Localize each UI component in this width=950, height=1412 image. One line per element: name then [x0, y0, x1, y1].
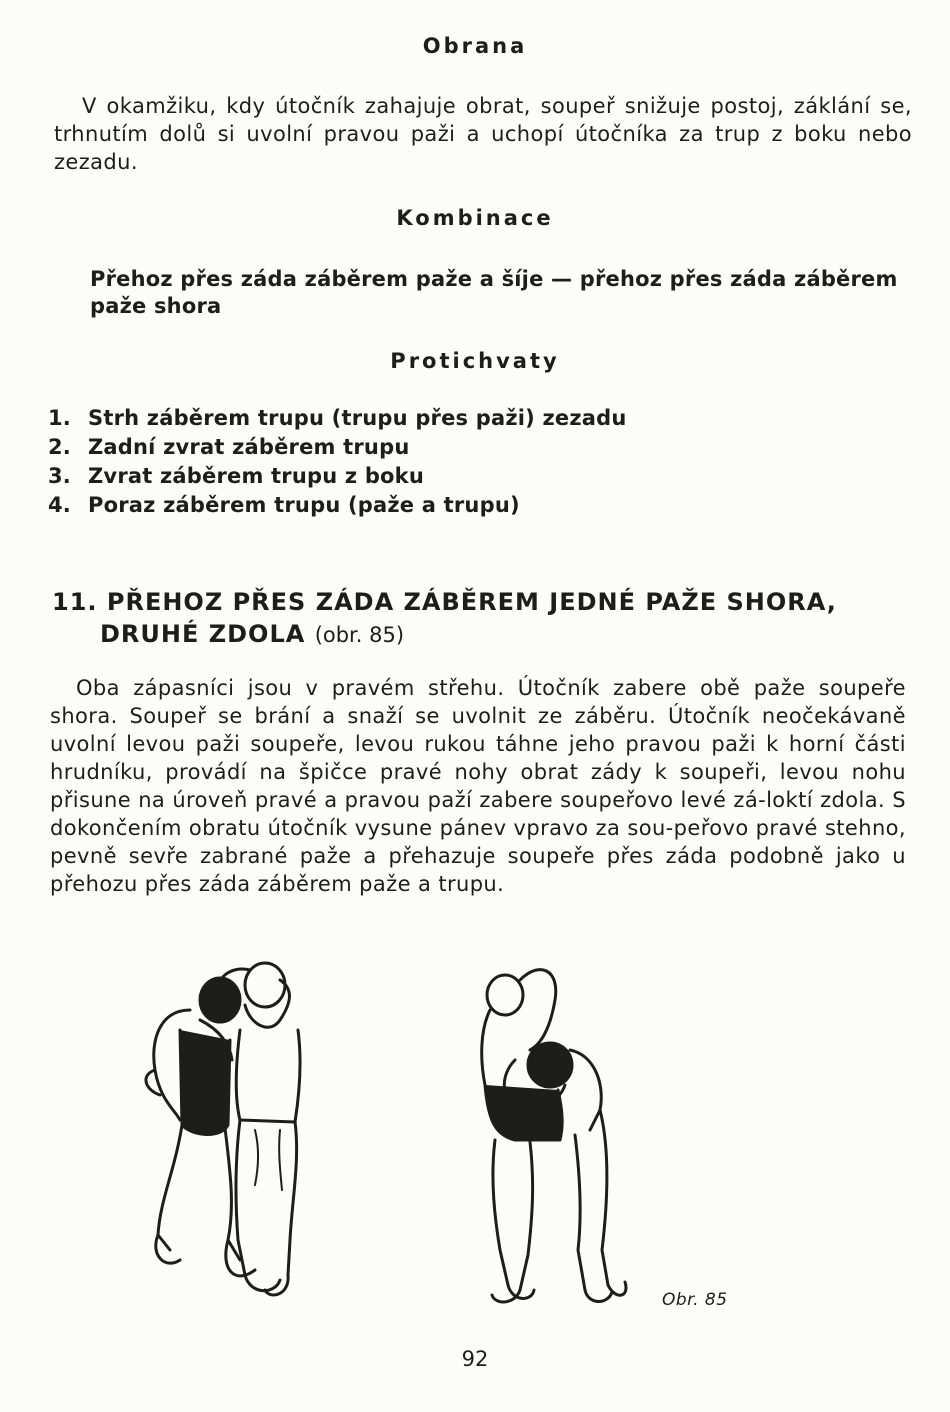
- section-paragraph: Oba zápasníci jsou v pravém střehu. Útočník zabere obě paže soupeře shora. Soupeř se brání a snaží se uvolnit ze záběru. Útočník neočekávaně uvolní levou paži soupeře, levou rukou táhne jeho pravou paži k horní části hrudníku, provádí na špičce pravé nohy obrat zády k soupeři, levou nohu přisune na úroveň pravé a pravou paží zabere soupeřovo levé zá-loktí zdola. S dokončením obratu útočník vysune pánev vpravo za sou-peřovo pravé stehno, pevně sevře zabrané paže a přehazuje soupeře přes záda podobně jako u přehozu přes záda záběrem paže a trupu.: [50, 676, 906, 896]
- list-item-text: Zvrat záběrem trupu z boku: [88, 464, 425, 488]
- list-item-number: 4.: [48, 493, 71, 517]
- section-title-line1: PŘEHOZ PŘES ZÁDA ZÁBĚREM JEDNÉ PAŽE SHORA,: [106, 588, 837, 616]
- list-item-number: 1.: [48, 406, 71, 430]
- figure-reference: (obr. 85): [314, 623, 405, 647]
- kombinace-heading: Kombinace: [396, 206, 554, 230]
- list-item-text: Poraz záběrem trupu (paže a trupu): [88, 493, 520, 517]
- kombinace-text: Přehoz přes záda záběrem paže a šíje — přehoz přes záda záběrem paže shora: [90, 267, 898, 318]
- obrana-paragraph: V okamžiku, kdy útočník zahajuje obrat, soupeř snižuje postoj, záklání se, trhnutím dolů si uvolní pravou paži a uchopí útočníka za trup z boku nebo zezadu.: [54, 94, 912, 174]
- list-item-text: Strh záběrem trupu (trupu přes paži) zezadu: [88, 406, 627, 430]
- protichvaty-list: [48, 404, 627, 520]
- list-item: [48, 491, 627, 520]
- protichvaty-heading: Protichvaty: [390, 349, 560, 373]
- list-item-number: 3.: [48, 464, 71, 488]
- wrestlers-illustration: [120, 950, 680, 1320]
- section-number: 11.: [52, 588, 98, 616]
- left-wrestler-pair: [146, 963, 300, 1295]
- list-item: [48, 433, 627, 462]
- page-number: 92: [461, 1347, 489, 1371]
- list-item-number: 2.: [48, 435, 71, 459]
- list-item-text: Zadní zvrat záběrem trupu: [88, 435, 410, 459]
- section-title: [52, 586, 837, 651]
- list-item: [48, 462, 627, 491]
- figure-caption: Obr. 85: [662, 1290, 728, 1310]
- list-item: [48, 404, 627, 433]
- obrana-heading: Obrana: [422, 34, 528, 58]
- right-wrestler-pair: [482, 970, 626, 1302]
- section-title-line2: DRUHÉ ZDOLA: [100, 620, 306, 648]
